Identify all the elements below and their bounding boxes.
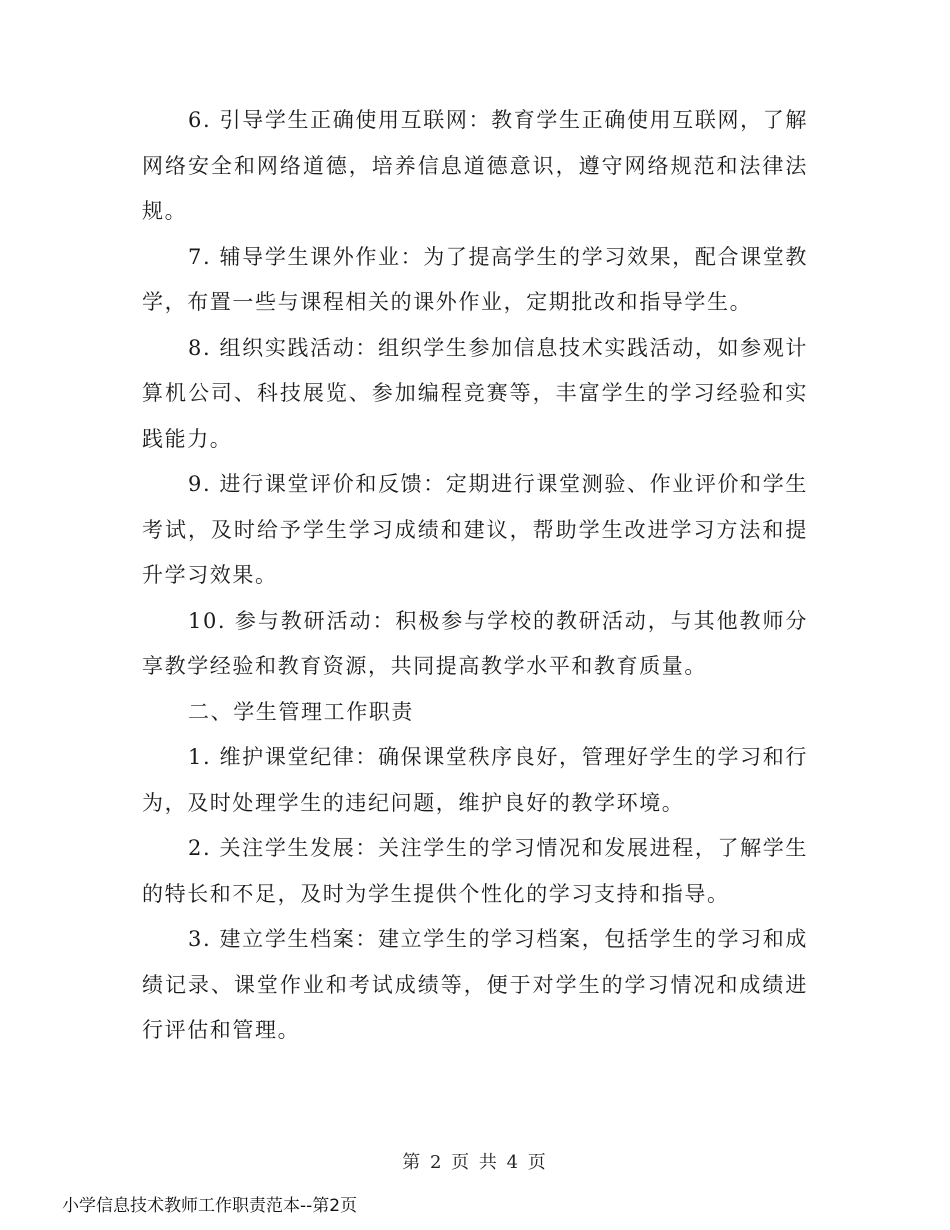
paragraph-item-3: 3. 建立学生档案：建立学生的学习档案，包括学生的学习和成绩记录、课堂作业和考试成绩等，便于对学生的学习情况和成绩进行评估和管理。: [142, 927, 808, 1042]
paragraph-item-9: 9. 进行课堂评价和反馈：定期进行课堂测验、作业评价和学生考试，及时给予学生学习成绩和建议，帮助学生改进学习方法和提升学习效果。: [142, 472, 808, 587]
page-number: 第 2 页 共 4 页: [402, 1152, 548, 1173]
paragraph-item-1: 1. 维护课堂纪律：确保课堂秩序良好，管理好学生的学习和行为，及时处理学生的违纪问题，维护良好的教学环境。: [142, 745, 808, 815]
paragraph-item-7: 7. 辅导学生课外作业：为了提高学生的学习效果，配合课堂教学，布置一些与课程相关的课外作业，定期批改和指导学生。: [142, 244, 808, 314]
paragraph-item-8: 8. 组织实践活动：组织学生参加信息技术实践活动，如参观计算机公司、科技展览、参加编程竞赛等，丰富学生的学习经验和实践能力。: [142, 335, 808, 451]
document-body: [142, 98, 808, 1054]
section-heading: 二、学生管理工作职责: [188, 699, 414, 724]
document-footer-title: 小学信息技术教师工作职责范本--第2页: [62, 1196, 358, 1216]
paragraph-item-6: 6. 引导学生正确使用互联网：教育学生正确使用互联网，了解网络安全和网络道德，培养信息道德意识，遵守网络规范和法律法规。: [142, 108, 808, 223]
paragraph-item-2: 2. 关注学生发展：关注学生的学习情况和发展进程，了解学生的特长和不足，及时为学生提供个性化的学习支持和指导。: [142, 836, 808, 906]
paragraph-item-10: 10. 参与教研活动：积极参与学校的教研活动，与其他教师分享教学经验和教育资源，共同提高教学水平和教育质量。: [142, 608, 808, 678]
